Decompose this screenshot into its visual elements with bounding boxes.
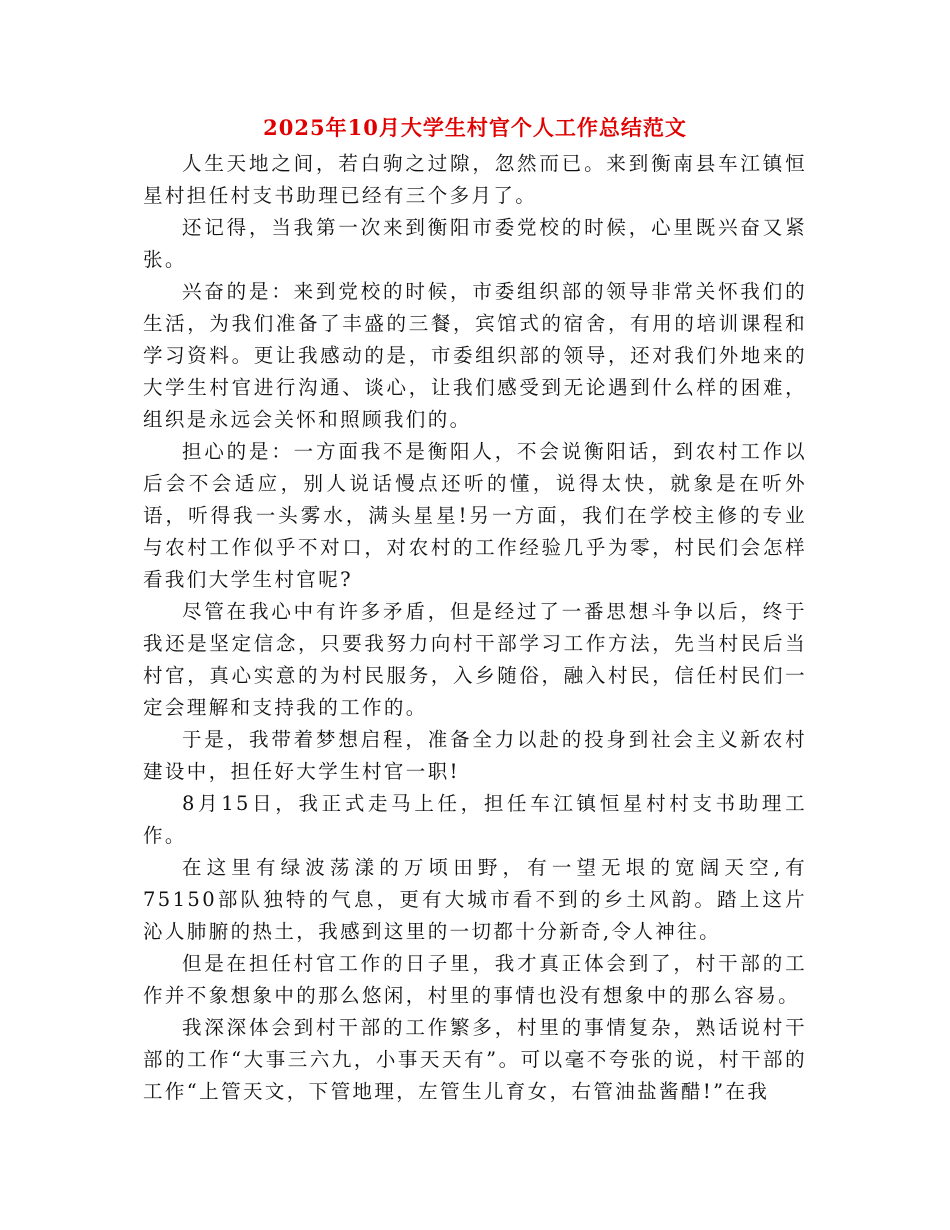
paragraph-6: 于是，我带着梦想启程，准备全力以赴的投身到社会主义新农村建设中，担任好大学生村官一职! (143, 728, 807, 783)
paragraph-2: 还记得，当我第一次来到衡阳市委党校的时候，心里既兴奋又紧张。 (143, 216, 807, 271)
paragraph-1: 人生天地之间，若白驹之过隙，忽然而已。来到衡南县车江镇恒星村担任村支书助理已经有三个多月了。 (143, 152, 807, 207)
paragraph-9: 但是在担任村官工作的日子里，我才真正体会到了，村干部的工作并不象想象中的那么悠闲，村里的事情也没有想象中的那么容易。 (143, 952, 807, 1007)
paragraph-5: 尽管在我心中有许多矛盾，但是经过了一番思想斗争以后，终于我还是坚定信念，只要我努力向村干部学习工作方法，先当村民后当村官，真心实意的为村民服务，入乡随俗，融入村民，信任村民们一定会理解和支持我的工作的。 (143, 600, 807, 719)
paragraph-7: 8月15日，我正式走马上任，担任车江镇恒星村村支书助理工作。 (143, 792, 807, 847)
paragraph-8: 在这里有绿波荡漾的万顷田野，有一望无垠的宽阔天空,有75150部队独特的气息，更有大城市看不到的乡土风韵。踏上这片沁人肺腑的热土，我感到这里的一切都十分新奇,令人神往。 (143, 856, 807, 943)
document-body (143, 148, 807, 1108)
paragraph-4: 担心的是：一方面我不是衡阳人，不会说衡阳话，到农村工作以后会不会适应，别人说话慢点还听的懂，说得太快，就象是在听外语，听得我一头雾水，满头星星!另一方面，我们在学校主修的专业与农村工作似乎不对口，对农村的工作经验几乎为零，村民们会怎样看我们大学生村官呢? (143, 440, 807, 591)
paragraph-3: 兴奋的是：来到党校的时候，市委组织部的领导非常关怀我们的生活，为我们准备了丰盛的三餐，宾馆式的宿舍，有用的培训课程和学习资料。更让我感动的是，市委组织部的领导，还对我们外地来的大学生村官进行沟通、谈心，让我们感受到无论遇到什么样的困难，组织是永远会关怀和照顾我们的。 (143, 280, 807, 431)
paragraph-10: 我深深体会到村干部的工作繁多，村里的事情复杂，熟话说村干部的工作“大事三六九，小事天天有”。可以毫不夸张的说，村干部的工作“上管天文，下管地理，左管生儿育女，右管油盐酱醋!”在我 (143, 1016, 807, 1103)
document-title: 2025年10月大学生村官个人工作总结范文 (263, 115, 687, 140)
